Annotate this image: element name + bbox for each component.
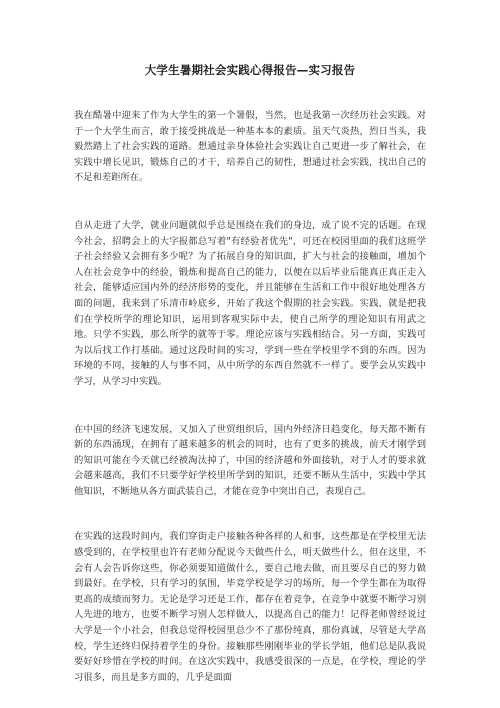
- paragraph-gap: [74, 186, 426, 218]
- document-title: 大学生暑期社会实践心得报告—实习报告: [144, 63, 356, 77]
- paragraph-gap: [74, 390, 426, 422]
- paragraph-practice: 在实践的这段时间内，我们穿街走户接触各种各样的人和事，这些都是在学校里无法感受到的，在学校里也许有老师分配说今天做些什么，明天做些什么，但在这里，不会有人会告诉你这些，你必须要知道做什么，要自己地去做，而且要尽自已的努力做到最好。在学校，只有学习的氛围，毕竟学校是学习的场所，每一个学生都在为取得更高的成绩而努力。无论是学习还是工作，都存在着竞争，在竞争中就要不断学习别人先进的地方，也要不断学习别人怎样做人，以提高自己的能力！记得老师曾经说过大学是一个小社会，但我总觉得校园里总少不了那份纯真，那份真诚，尽管是大学高校，学生还终归保持着学生的身份。接触那些刚刚毕业的学长学姐，他们总是队我说要好好珍惜在学校的时间。在这次实践中，我感受很深的一点是，在学校，理论的学习很多，而且是多方面的，几乎是面面: [74, 531, 426, 683]
- paragraph-gap: [74, 499, 426, 529]
- paragraph-employment: 自从走进了大学，就业问题就似乎总是围绕在我们的身边，成了说不完的话题。在现今社会，招聘会上的大字报都总写着"有经验者优先"，可还在校园里面的我们这班学子社会经验又会拥有多少呢？为了拓展自身的知识面，扩大与社会的接触面，增加个人在社会竞争中的经验，锻炼和提高自己的能力，以便在以后毕业后能真正真正走入社会，能够适应国内外的经济形势的变化，并且能够在生活和工作中很好地处理各方面的问题，我来到了乐清市岭底乡，开始了我这个假期的社会实践。实践，就是把我们在学校所学的理论知识，运用到客观实际中去，使自己所学的理论知识有用武之地。只学不实践，那么所学的就等于零。理论应该与实践相结合。另一方面，实践可为以后找工作打基础。通过这段时间的实习，学到一些在学校里学不到的东西。因为环境的不同，接触的人与事不同，从中所学的东西自然就不一样了。要学会从实践中学习，从学习中实践。: [74, 219, 426, 387]
- paragraph-economy: 在中国的经济飞速发展，又加入了世贸组织后，国内外经济日趋变化，每天都不断有新的东西涌现，在拥有了越来越多的机会的同时，也有了更多的挑战，前天才刚学到的知识可能在今天就已经被淘汰掉了，中国的经济越和外面接轨，对于人才的要求就会越来越高，我们不只要学好学校里所学到的知识，还要不断从生活中，实践中学其他知识，不断地从各方面武装自己，才能在竞争中突出自己，表现自己。: [74, 423, 426, 497]
- paragraph-intro: 我在酷暑中迎来了作为大学生的第一个暑假，当然，也是我第一次经历社会实践。对于一个大学生而言，敢于接受挑战是一种基本本的素质。虽天气炎热，烈日当头，我毅然踏上了社会实践的道路。想通过亲身体验社会实践让自己更进一步了解社会，在实践中增长见识，锻炼自己的才干，培养自己的韧性，想通过社会实践，找出自己的不足和差距所在。: [74, 110, 426, 184]
